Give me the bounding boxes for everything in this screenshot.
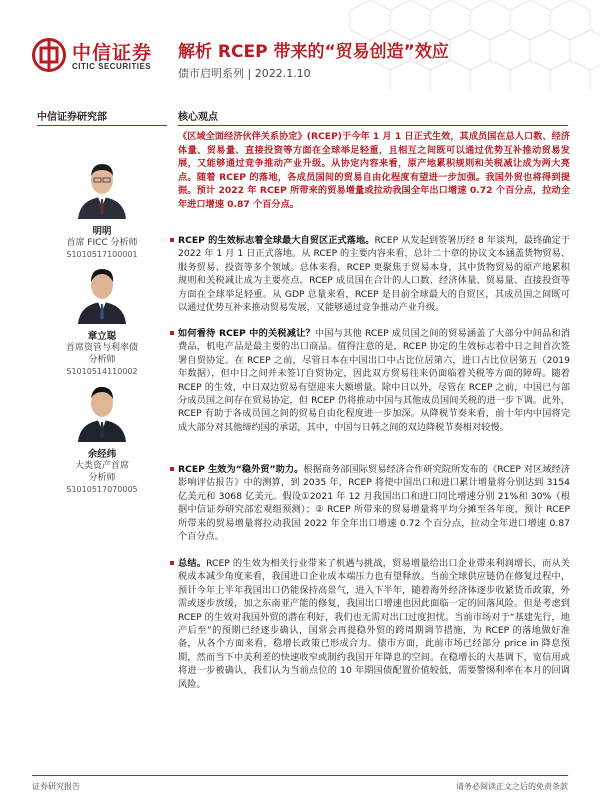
department-divider <box>37 125 167 126</box>
paragraph-bullet <box>170 331 174 335</box>
report-series-date: 债市启明系列 | 2022.1.10 <box>178 67 311 80</box>
analyst-certificate: S1010514110002 <box>66 367 138 376</box>
body-paragraph <box>178 463 570 543</box>
paragraph-bullet <box>170 561 174 565</box>
paragraph-body: RCEP 从发起到签署历经 8 年谈判，最终确定于 2022 年 1 月 1 日正式落地。从 RCEP 的主要内容来看，总计二十章的协议文本涵盖货物贸易、服务贸易、投资等多个领域。总体来看，RCEP 更聚焦于贸易本身，其中货物贸易的原产地累积规则和关税减让成为主要亮点。RCEP 成员国在合计的人口数、经济体量、贸易量、直接投资等方面在全球举足轻重。从 GDP 总量来看，RCEP 是目前全球最大的自贸区，其成员国之间既可以通过优势互补来推动贸易发展，又能够通过竞争推动产业升级。 <box>178 235 571 314</box>
analyst-photo <box>72 155 132 219</box>
paragraph-bullet <box>170 238 174 242</box>
analyst-role: 首席 FICC 分析师 <box>66 238 138 248</box>
report-title: 解析 RCEP 带来的“贸易创造”效应 <box>178 42 449 62</box>
footer-disclaimer-note: 请务必阅读正文之后的免责条款 <box>456 782 568 791</box>
core-views-divider <box>178 125 568 126</box>
analyst-name: 章立聪 <box>87 331 117 342</box>
paragraph-body: 根据商务部国际贸易经济合作研究院所发布的《RCEP 对区域经济影响评估报告》中的测算，到 2035 年，RCEP 将使中国出口和进口累计增量将分别达到 3154 亿美元和 3068 亿美元。假设①2021 年 12 月我国出口和进口同比增速分别 21%和 30%（根据中信证券研究部宏观组预测）；② RCEP 所带来的贸易增量将平均分摊至各年度，预计 RCEP 所带来的贸易增量将拉动我国 2022 年全年出口增速 0.72 个百分点，拉动全年进口增速 0.87 个百分点。 <box>178 464 570 543</box>
core-views-heading: 核心观点 <box>178 112 218 123</box>
department-label: 中信证券研究部 <box>37 112 107 123</box>
analyst-role: 大类资产首席 <box>74 461 129 471</box>
footer-report-type: 证券研究报告 <box>32 782 80 791</box>
report-header <box>0 0 600 90</box>
analyst-photo <box>72 260 132 324</box>
analyst-certificate: S1010517070005 <box>66 485 138 494</box>
analyst-name: 明明 <box>92 226 112 237</box>
paragraph-bullet <box>170 467 174 471</box>
analyst-name: 余经纬 <box>87 449 117 460</box>
analyst-card <box>37 378 167 496</box>
paragraph-body: 中国与其他 RCEP 成员国之间的贸易涵盖了大部分中间品和消费品，机电产品是最主要的出口商品。值得注意的是，RCEP 协定的生效标志着中日之间首次签署自贸协定。在 RCEP 之前，尽管日本在中国出口中占比位居第六，进口占比位居第五（2019 年数据），但中日之间并未签订自贸协定，因此双方贸易往来仍面临着关税等方面的障碍。随着 RCEP 的生效，中日双边贸易有望迎来大额增量。除中日以外，尽管在 RCEP 之前，中国已与部分成员国之间存在贸易协定，但 RCEP 仍将推动中国与其他成员国间关税的进一步下调。此外，RCEP 有助于各成员国之间的贸易自由化程度进一步加深。从降税节奏来看，前十年内中国将完成大部分对其他缔约国的承诺，其中，中国与日韩之间的双边降税节奏相对较慢。 <box>178 328 570 433</box>
paragraph-body: RCEP 的生效为相关行业带来了机遇与挑战，贸易增量给出口企业带来利润增长，而从关税成本减少角度来看，我国进口企业成本端压力也有望释放。当前全球供应链仍在修复过程中，预计今年上半年我国出口仍能保持高景气，进入下半年，随着海外经济体逐步收紧货币政策，外需或逐步放缓，加之东南亚产能的修复，我国出口增速也因此面临一定的回落风险。但是考虑到 RCEP 的生效对我国外贸的潜在利好，我们也无需对出口过度担忧。当前市场对于“基建先行，地产后至”的预期已经逐步确认，国常会再提稳外贸的跨周期调节措施，为 RCEP 的落地做好准备，从各个方面来看，稳增长政策已形成合力。债市方面，此前市场已经部分 price in 降息预期，然而当下中美利差的快速收窄或制约我国开年降息的空间。在稳增长的大基调下，宽信用或将进一步被确认，我们认为当前点位的 10 年期国债配置价值较低，需要警惕利率在本月的回调风险。 <box>178 558 570 690</box>
citic-logo-icon <box>32 38 66 72</box>
analyst-card <box>37 155 167 261</box>
analyst-certificate: S1010517100001 <box>66 250 138 259</box>
citic-logo <box>32 38 162 78</box>
analyst-photo <box>72 378 132 442</box>
analyst-role: 首席资管与利率债 <box>65 343 138 353</box>
summary-paragraph: 《区域全面经济伙伴关系协定》(RCEP)于今年 1 月 1 日正式生效，其成员国在总人口数、经济体量、贸易量、直接投资等方面在全球举足轻重，且相互之间既可以通过优势互补推动贸易发展，又能够通过竞争推动产业升级。从协定内容来看，原产地累积规则和关税减让成为两大亮点。随着 RCEP 的落地，各成员国间的贸易自由化程度有望进一步加强。我国外贸也将得到提振。预计 2022 年 RCEP 所带来的贸易增量或拉动我国全年出口增速 0.72 个百分点，拉动全年进口增速 0.87 个百分点。 <box>178 131 570 210</box>
body-paragraph <box>178 327 570 434</box>
paragraph-lead: 如何看待 RCEP 中的关税减让？ <box>178 328 315 339</box>
logo-chinese-name: 中信证券 <box>72 42 153 64</box>
analyst-role: 分析师 <box>88 355 116 365</box>
body-paragraph <box>178 234 570 314</box>
body-paragraph <box>178 557 570 691</box>
footer-divider <box>32 775 568 776</box>
paragraph-lead: RCEP 生效为“稳外贸”助力。 <box>178 464 304 475</box>
paragraph-lead: RCEP 的生效标志着全球最大自贸区正式落地。 <box>178 235 375 246</box>
analyst-sidebar <box>0 100 160 520</box>
analyst-role: 分析师 <box>88 473 116 483</box>
paragraph-lead: 总结。 <box>178 558 207 569</box>
logo-english-name: CITIC SECURITIES <box>72 62 152 71</box>
analyst-card <box>37 260 167 378</box>
